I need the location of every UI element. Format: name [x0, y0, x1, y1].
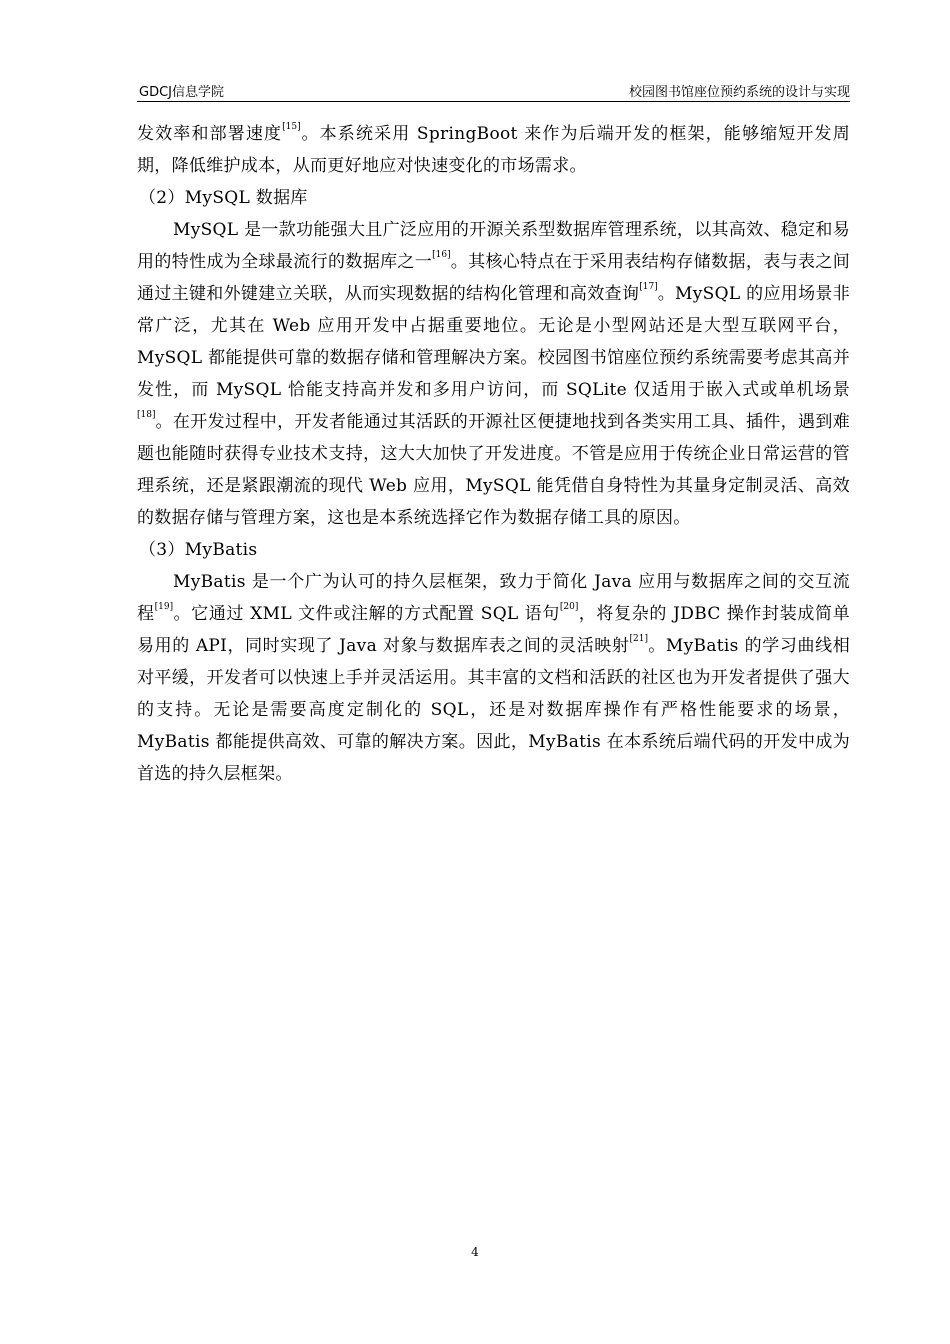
citation-20: [20] — [559, 602, 579, 613]
text: MySQL 是一款功能强大且广泛应用的开源关系型数据库管理系统，以其高效、稳定和易用的特性成为全球最流行的数据库之一 — [137, 220, 850, 272]
citation-21: [21] — [629, 634, 648, 645]
text: MyBatis 是一个广为认可的持久层框架，致力于简化 Java 应用与数据库之间的交互流程 — [137, 572, 850, 624]
text: 。MySQL 的应用场景非常广泛，尤其在 Web 应用开发中占据重要地位。无论是小型网站还是大型互联网平台，MySQL 都能提供可靠的数据存储和管理解决方案。校园图书馆座位预约系统需要考虑其高并发性，而 MySQL 恰能支持高并发和多用户访问，而 SQLite 仅适用于嵌入式或单机场景 — [137, 284, 851, 400]
header-institution: GDCJ信息学院 — [139, 85, 224, 100]
citation-16: [16] — [432, 250, 451, 261]
text: ，将复杂的 JDBC 操作封装成简单易用的 API，同时实现了 Java 对象与数据库表之间的灵活映射 — [137, 604, 850, 656]
heading-mybatis: （3）MyBatis — [139, 540, 258, 560]
paragraph-springboot-continued — [137, 118, 850, 182]
text: 。MyBatis 的学习曲线相对平缓，开发者可以快速上手并灵活运用。其丰富的文档和活跃的社区也为开发者提供了强大的支持。无论是需要高度定制化的 SQL，还是对数据库操作有严格性能要求的场景，MyBatis 都能提供高效、可靠的解决方案。因此，MyBatis 在本系统后端代码的开发中成为首选的持久层框架。 — [137, 636, 850, 784]
citation-17: [17] — [639, 282, 658, 293]
heading-mysql: （2）MySQL 数据库 — [139, 188, 308, 208]
paragraph-mysql — [137, 214, 850, 534]
body-content — [137, 118, 850, 790]
page-header — [137, 79, 850, 102]
citation-15: [15] — [282, 122, 301, 133]
text: 。在开发过程中，开发者能通过其活跃的开源社区便捷地找到各类实用工具、插件，遇到难题也能随时获得专业技术支持，这大大加快了开发进度。不管是应用于传统企业日常运营的管理系统，还是紧跟潮流的现代 Web 应用，MySQL 能凭借自身特性为其量身定制灵活、高效的数据存储与管理方案，这也是本系统选择它作为数据存储工具的原因。 — [137, 412, 850, 528]
page-number: 4 — [471, 1245, 479, 1259]
text: 。它通过 XML 文件或注解的方式配置 SQL 语句 — [173, 604, 560, 624]
paragraph-mybatis — [137, 566, 850, 790]
text: 发效率和部署速度 — [137, 124, 283, 144]
header-thesis-title: 校园图书馆座位预约系统的设计与实现 — [628, 85, 850, 100]
text: 。本系统采用 SpringBoot 来作为后端开发的框架，能够缩短开发周期，降低维护成本，从而更好地应对快速变化的市场需求。 — [137, 124, 850, 176]
citation-19: [19] — [154, 602, 174, 613]
text: 。其核心特点在于采用表结构存储数据，表与表之间通过主键和外键建立关联，从而实现数据的结构化管理和高效查询 — [137, 252, 850, 304]
citation-18: [18] — [137, 410, 156, 421]
